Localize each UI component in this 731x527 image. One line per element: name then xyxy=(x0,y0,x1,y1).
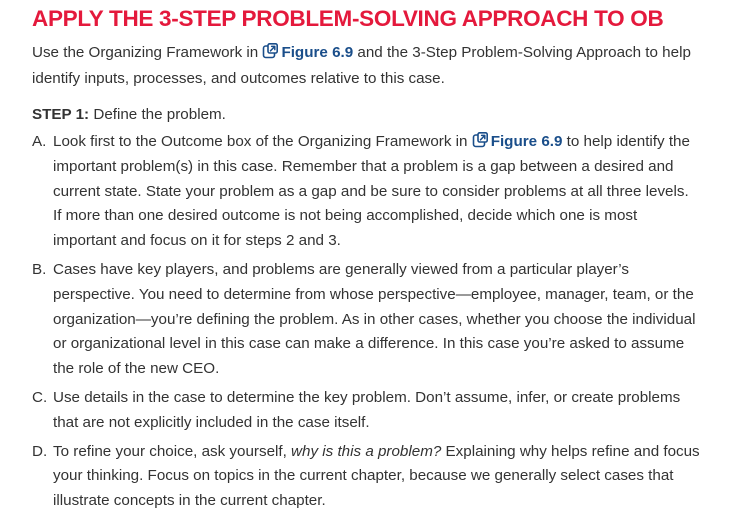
figure-link[interactable] xyxy=(262,44,353,61)
intro-text-before: Use the Organizing Framework in xyxy=(32,44,263,61)
list-item-text: To refine your choice, ask yourself, xyxy=(53,442,292,460)
external-link-icon xyxy=(262,43,278,59)
list-item-text: to help identify the important problem(s) in this case. Remember that a problem is a gap between a desired and current state. State your problem as a gap and be sure to consider problems at all three levels. If more than one desired outcome is not being accomplished, decide which one is most important and focus on it for steps 2 and 3. xyxy=(53,133,690,250)
intro-paragraph xyxy=(32,40,701,92)
list-item-text: Explaining why helps refine and focus your thinking. Focus on topics in the current chapter, because we generally select cases that illustrate concepts in the current chapter. xyxy=(53,442,700,510)
list-item-italic-text: why is this a problem? xyxy=(291,442,442,460)
list-item-d xyxy=(32,440,701,514)
list-item-letter: D. xyxy=(32,442,48,460)
list-item-a xyxy=(32,130,701,254)
list-item-b xyxy=(32,258,701,382)
figure-link[interactable] xyxy=(472,133,563,150)
step-heading xyxy=(32,102,701,128)
figure-link-label: Figure 6.9 xyxy=(281,44,354,61)
list-item-letter: B. xyxy=(32,260,47,278)
list-item-text: Cases have key players, and problems are generally viewed from a particular player’s perspective. You need to determine from whose perspective—employee, manager, team, or the organization—you’re defining the problem. As in other cases, whether you choose the individual or organizational level in this case can make a difference. In this case you’re asked to assume the role of the new CEO. xyxy=(53,260,696,378)
instruction-list xyxy=(32,130,701,514)
list-item-letter: A. xyxy=(32,133,47,150)
list-item-text: Use details in the case to determine the key problem. Don’t assume, infer, or create problems that are not explicitly included in the case itself. xyxy=(53,388,681,431)
external-link-icon xyxy=(472,132,488,148)
section-title: APPLY THE 3-STEP PROBLEM-SOLVING APPROACH TO OB xyxy=(32,6,664,31)
list-item-text: Look first to the Outcome box of the Organizing Framework in xyxy=(53,133,472,150)
list-item-letter: C. xyxy=(32,388,48,406)
figure-link-label: Figure 6.9 xyxy=(490,133,563,150)
step-label: STEP 1: xyxy=(32,106,90,123)
intro-text-after: and the 3-Step Problem-Solving Approach to help identify inputs, processes, and outcomes relative to this case. xyxy=(32,44,691,87)
list-item-c xyxy=(32,386,701,436)
step-text: Define the problem. xyxy=(89,106,226,123)
